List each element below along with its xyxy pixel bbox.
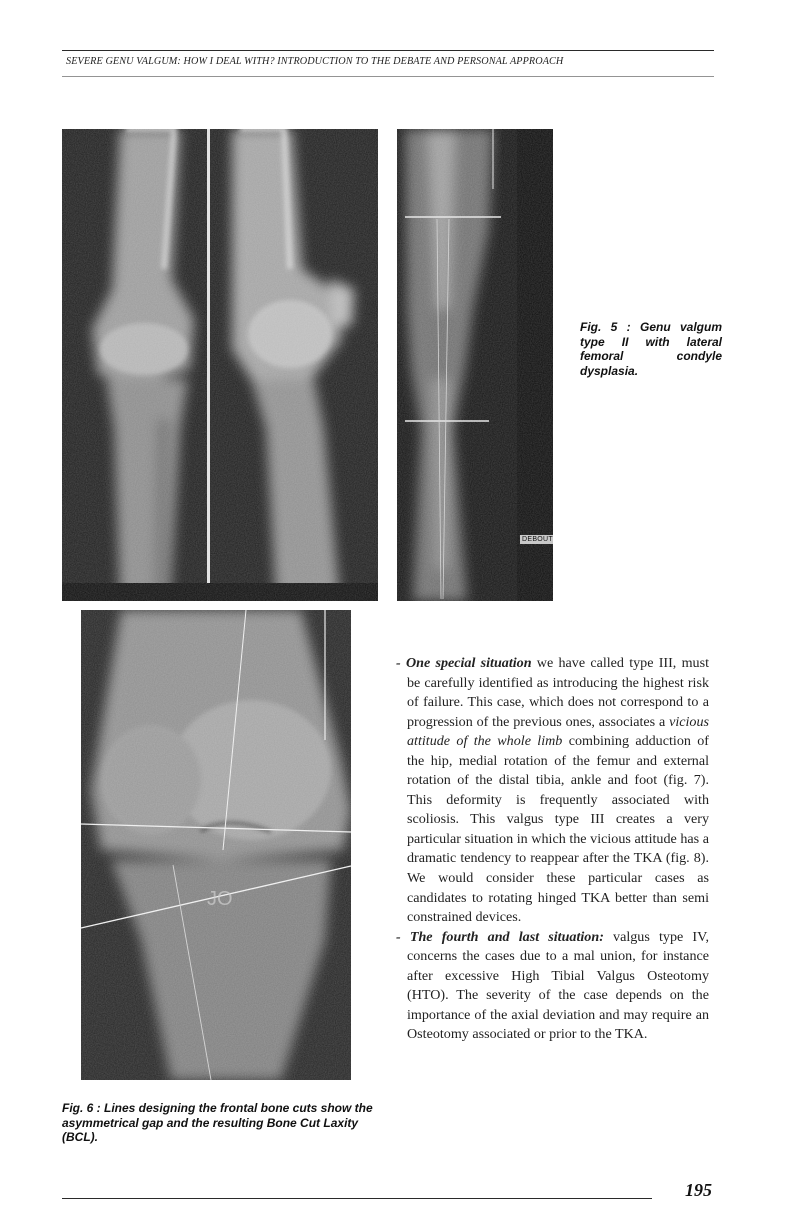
figure5-knee-radiograph (62, 129, 378, 601)
paragraph-text: combining adduction of the hip, medial rotation of the femur and external rotation of the distal tibia, ankle and foot (fig. 7). This deformity is frequently associated with scoliosis. This valgus type III creates a very particular situation in which the vicious attitude has a dramatic tendency to reappear after the TKA (fig. 8). We would consider these particular cases as candidates to rotating hinged TKA better than semi constrained devices. (407, 733, 710, 926)
figure5-caption: Fig. 5 : Genu valgum type II with lateral femoral condyle dysplasia. (580, 320, 722, 378)
paragraph-text: valgus type IV, concerns the cases due to a mal union, for instance after excessive High Tibial Valgus Osteotomy (HTO). The severity of the case depends on the importance of the axial deviation and may require an Osteotomy associated or prior to the TKA. (407, 928, 709, 1043)
page-number: 195 (685, 1180, 712, 1200)
lead-in-one-special-situation: - One special situation (396, 655, 532, 671)
footer-rule (62, 1198, 652, 1199)
jo-marker: JO (207, 888, 233, 910)
header-rule (62, 50, 714, 51)
paragraph-type-four (396, 928, 709, 1045)
debout-marker: DEBOUT (522, 536, 553, 543)
paragraph-type-three (396, 654, 709, 928)
running-head: SEVERE GENU VALGUM: HOW I DEAL WITH? INTRODUCTION TO THE DEBATE AND PERSONAL APPROACH (66, 56, 564, 67)
figure6-caption: Fig. 6 : Lines designing the frontal bone cuts show the asymmetrical gap and the resulting Bone Cut Laxity (BCL). (62, 1101, 373, 1145)
paragraph-text: we have called type III, must be carefully identified as introducing the highest risk of failure. This case, which does not correspond to a progression of the previous ones, associates a (407, 655, 709, 730)
figure5-full-leg-radiograph (397, 129, 553, 601)
header-rule-bottom (62, 76, 714, 77)
body-text (396, 654, 709, 1045)
vicious-attitude-emphasis: vicious attitude of the whole limb (407, 713, 709, 750)
figure6-bone-cut-radiograph (81, 610, 351, 1080)
lead-in-fourth-situation: - The fourth and last situation: (396, 928, 604, 945)
